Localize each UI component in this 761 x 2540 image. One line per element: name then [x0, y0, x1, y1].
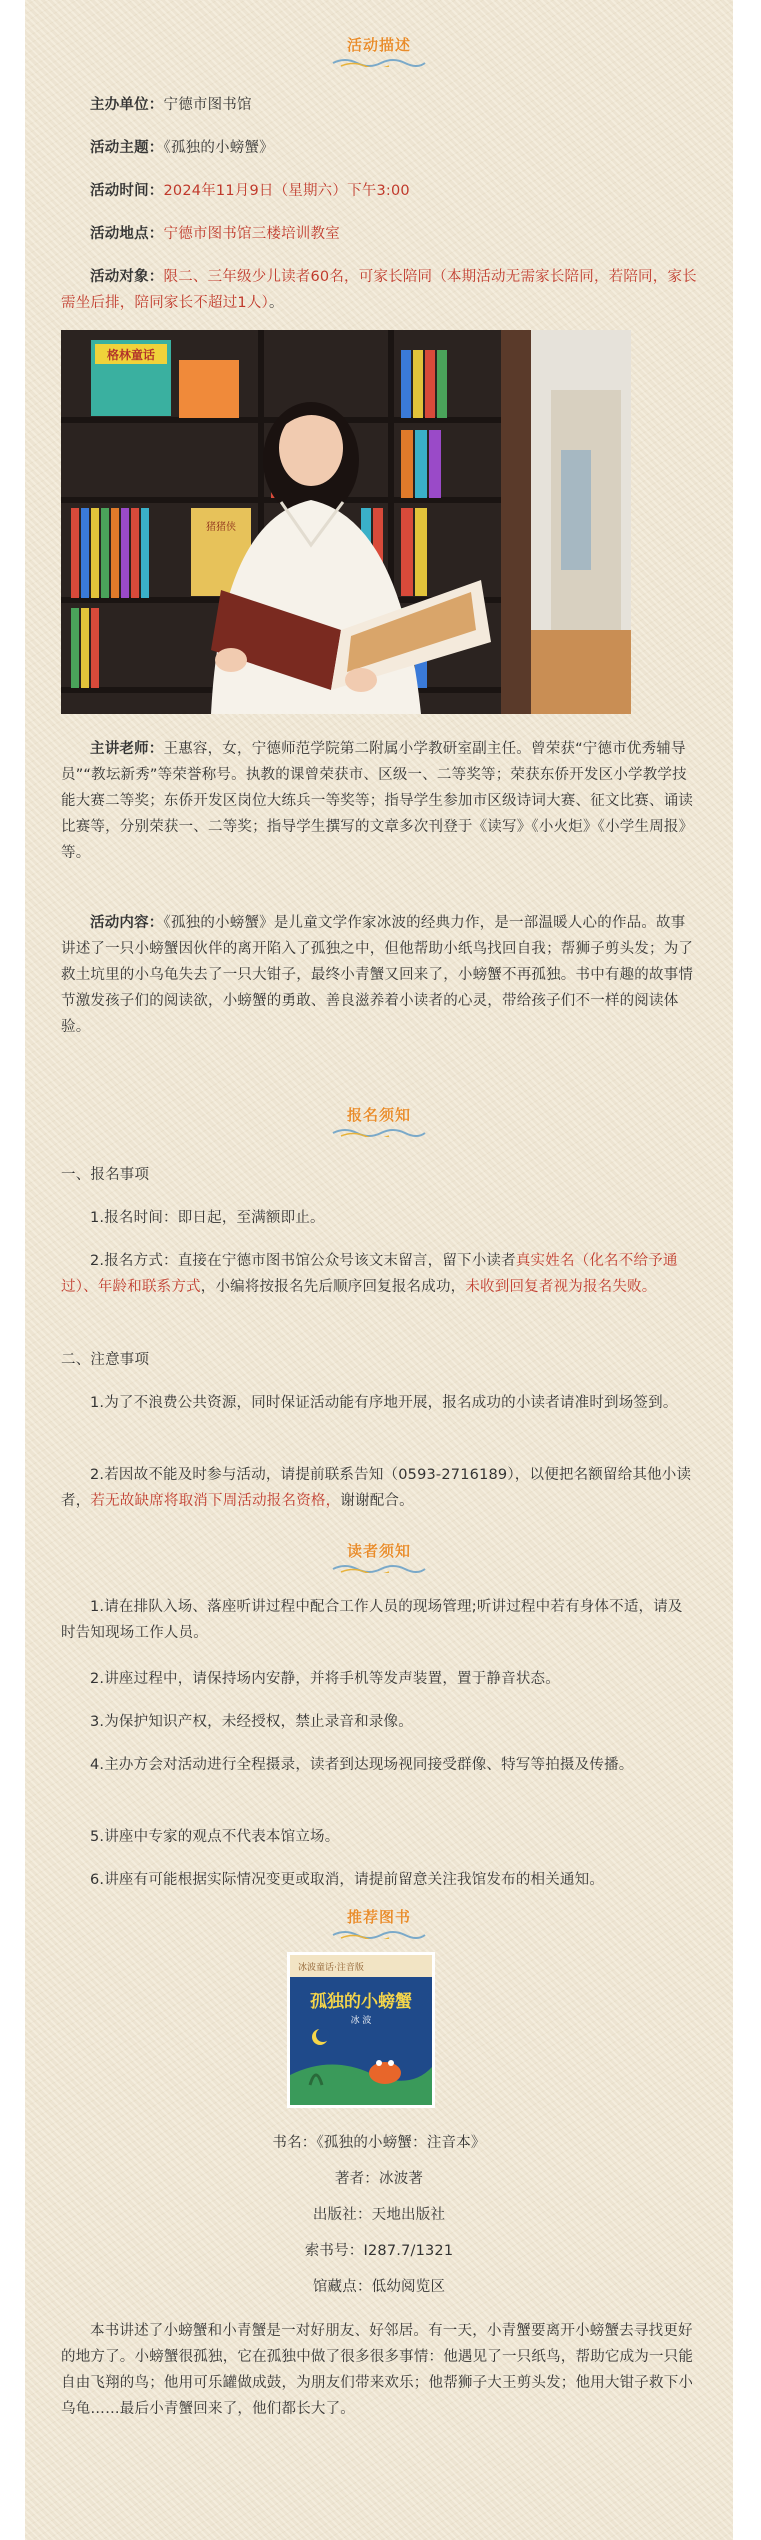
reader-item-3: 3.为保护知识产权，未经授权，禁止录音和录像。 [90, 1714, 413, 1730]
wave-ornament-icon [331, 1563, 427, 1573]
wave-ornament-icon [331, 57, 427, 67]
book-author: 著者：冰波著 [334, 2171, 424, 2187]
host-line: 主办单位：宁德市图书馆 [90, 97, 252, 113]
section-title: 读者须知 [346, 1542, 411, 1560]
section-header-activity [25, 34, 733, 67]
section-header-signup [25, 1104, 733, 1137]
section-title: 报名须知 [346, 1106, 411, 1124]
section-title: 推荐图书 [346, 1908, 411, 1926]
cover-title: 孤独的小螃蟹 [310, 1992, 412, 2012]
cover-series: 冰波童话·注音版 [298, 1963, 364, 1973]
notice-item-1: 1.为了不浪费公共资源，同时保证活动能有序地开展，报名成功的小读者请准时到场签到。 [90, 1395, 678, 1411]
cover-author: 冰 波 [350, 2016, 372, 2026]
reader-item-1: 1.请在排队入场、落座听讲过程中配合工作人员的现场管理;听讲过程中若有身体不适，请及时告知现场工作人员。 [61, 1599, 683, 1641]
signup-item-2: 2.报名方式：直接在宁德市图书馆公众号该文末留言，留下小读者真实姓名（化名不给予通过）、年龄和联系方式，小编将按报名先后顺序回复报名成功，未收到回复者视为报名失败。 [61, 1253, 678, 1295]
book-cover-image [287, 1952, 435, 2108]
section-header-reader [25, 1540, 733, 1573]
teacher-paragraph: 主讲老师：王惠容，女，宁德师范学院第二附属小学教研室副主任。曾荣获“宁德市优秀辅导员”“教坛新秀”等荣誉称号。执教的课曾荣获市、区级一、二等奖等；荣获东侨开发区小学教学技能大赛二等奖；东侨开发区岗位大练兵一等奖等；指导学生参加市区级诗词大赛、征文比赛、诵读比赛等，分别荣获一、二等奖；指导学生撰写的文章多次刊登于《读写》《小火炬》《小学生周报》等。 [61, 741, 694, 861]
book-call-number: 索书号：I287.7/1321 [304, 2243, 454, 2259]
section-header-books [25, 1906, 733, 1939]
signup-heading-2: 二、注意事项 [61, 1352, 150, 1368]
section-title: 活动描述 [346, 36, 411, 54]
book-summary: 本书讲述了小螃蟹和小青蟹是一对好朋友、好邻居。有一天，小青蟹要离开小螃蟹去寻找更好的地方了。小螃蟹很孤独，它在孤独中做了很多很多事情：他遇见了一只纸鸟，帮助它成为一只能自由飞翔的鸟；他用可乐罐做成鼓，为朋友们带来欢乐；他帮狮子大王剪头发；他用大钳子救下小乌龟……最后小青蟹回来了，他们都长大了。 [61, 2323, 694, 2417]
theme-line: 活动主题：《孤独的小螃蟹》 [90, 140, 274, 156]
book-publisher: 出版社：天地出版社 [312, 2207, 446, 2223]
wave-ornament-icon [331, 1929, 427, 1939]
teacher-photo [61, 330, 631, 714]
place-line: 活动地点：宁德市图书馆三楼培训教室 [90, 226, 340, 242]
shelf-book-title: 格林童话 [106, 348, 156, 362]
shelf-book-title-2: 猪猪侠 [206, 522, 236, 533]
reader-item-5: 5.讲座中专家的观点不代表本馆立场。 [90, 1829, 340, 1845]
book-location: 馆藏点：低幼阅览区 [312, 2279, 446, 2295]
reader-item-4: 4.主办方会对活动进行全程摄录，读者到达现场视同接受群像、特写等拍摄及传播。 [90, 1757, 634, 1773]
time-line: 活动时间：2024年11月9日（星期六）下午3:00 [90, 183, 410, 199]
reader-item-2: 2.讲座过程中，请保持场内安静，并将手机等发声装置，置于静音状态。 [90, 1671, 560, 1687]
notice-item-2: 2.若因故不能及时参与活动，请提前联系告知（0593-2716189），以便把名额留给其他小读者，若无故缺席将取消下周活动报名资格，谢谢配合。 [61, 1467, 692, 1509]
signup-heading-1: 一、报名事项 [61, 1167, 150, 1183]
wave-ornament-icon [331, 1127, 427, 1137]
book-title: 书名：《孤独的小螃蟹：注音本》 [272, 2135, 486, 2151]
reader-item-6: 6.讲座有可能根据实际情况变更或取消，请提前留意关注我馆发布的相关通知。 [90, 1872, 605, 1888]
signup-item-1: 1.报名时间：即日起，至满额即止。 [90, 1210, 325, 1226]
target-line: 活动对象：限二、三年级少儿读者60名，可家长陪同（本期活动无需家长陪同，若陪同，家长需坐后排，陪同家长不超过1人）。 [61, 269, 697, 311]
article-page [25, 0, 733, 2540]
content-paragraph: 活动内容：《孤独的小螃蟹》是儿童文学作家冰波的经典力作，是一部温暖人心的作品。故事讲述了一只小螃蟹因伙伴的离开陷入了孤独之中，但他帮助小纸鸟找回自我；帮狮子剪头发；为了救土坑里的小乌龟失去了一只大钳子，最终小青蟹又回来了，小螃蟹不再孤独。书中有趣的故事情节激发孩子们的阅读欲，小螃蟹的勇敢、善良滋养着小读者的心灵，带给孩子们不一样的阅读体验。 [61, 915, 694, 1035]
